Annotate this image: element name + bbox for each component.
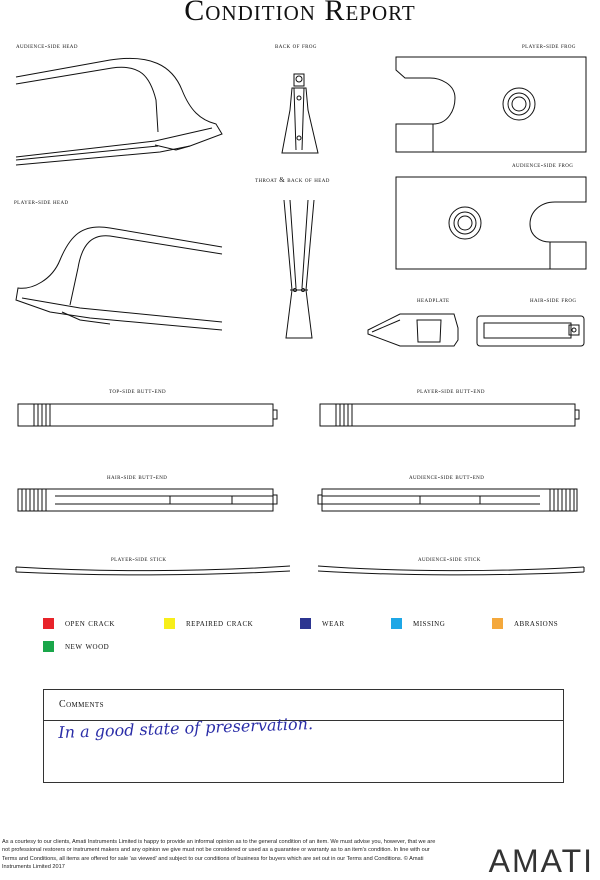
- label-player-side-frog: player-side frog: [522, 42, 576, 50]
- legend-swatch: [43, 618, 54, 629]
- player-side-stick-drawing: [16, 566, 290, 575]
- legend-swatch: [164, 618, 175, 629]
- hair-side-butt-end-drawing: [18, 489, 277, 511]
- top-side-butt-end-drawing: [18, 404, 277, 426]
- audience-side-head-drawing: [16, 58, 222, 165]
- legend-wear: [300, 618, 345, 629]
- player-side-butt-end-drawing: [320, 404, 579, 426]
- audience-side-butt-end-drawing: [318, 489, 577, 511]
- legend-new-wood: [43, 641, 109, 652]
- label-throat-back-of-head: throat & back of head: [255, 176, 330, 184]
- label-player-side-head: player-side head: [14, 198, 69, 206]
- label-headplate: headplate: [417, 296, 450, 304]
- disclaimer-text: As a courtesy to our clients, Amati Instruments Limited is happy to provide an informal opinion as to the general condition of an item. We must advise you, however, that we are not professional restorers or instrument makers and any opinion we give must not be considered or used as a guarantee or warranty as to an item's condition. In line with our Terms and Conditions, all items are offered for sale 'as viewed' and subject to our conditions of business for buyers which are set out in our Terms and Conditions. © Amati Instruments Limited 2017: [2, 839, 436, 870]
- label-top-side-butt-end: top-side butt-end: [109, 387, 167, 395]
- headplate-drawing: [368, 314, 458, 346]
- label-audience-side-frog: audience-side frog: [512, 161, 574, 169]
- legend-swatch: [391, 618, 402, 629]
- amati-logo: AMATI: [488, 843, 594, 879]
- legend-swatch: [300, 618, 311, 629]
- legend-label: missing: [413, 618, 446, 629]
- legend-swatch: [43, 641, 54, 652]
- legend-missing: [391, 618, 445, 629]
- label-back-of-frog: back of frog: [275, 42, 317, 50]
- label-audience-side-butt-end: audience-side butt-end: [409, 473, 485, 481]
- player-side-head-drawing: [16, 227, 222, 330]
- audience-side-stick-drawing: [318, 566, 584, 575]
- comments-handwritten-text: In a good state of preservation.: [58, 714, 314, 742]
- label-hair-side-frog: hair-side frog: [530, 296, 577, 304]
- label-audience-side-stick: audience-side stick: [418, 555, 481, 563]
- back-of-frog-drawing: [282, 74, 318, 153]
- label-hair-side-butt-end: hair-side butt-end: [107, 473, 168, 481]
- legend-label: repaired crack: [186, 618, 254, 629]
- hair-side-frog-drawing: [477, 316, 584, 346]
- legend-label: open crack: [65, 618, 115, 629]
- legend-abrasions: [492, 618, 558, 629]
- page-title: Condition Report: [184, 0, 416, 27]
- label-player-side-stick: player-side stick: [111, 555, 167, 563]
- audience-side-frog-drawing: [396, 177, 586, 269]
- legend-label: abrasions: [514, 618, 559, 629]
- legend-label: new wood: [65, 641, 110, 652]
- comments-label: Comments: [59, 699, 104, 710]
- legend-repaired-crack: [164, 618, 253, 629]
- player-side-frog-drawing: [396, 57, 586, 152]
- legend-label: wear: [322, 618, 345, 629]
- comments-box: [43, 689, 564, 783]
- throat-back-of-head-drawing: [284, 200, 314, 338]
- label-player-side-butt-end: player-side butt-end: [417, 387, 485, 395]
- legend-swatch: [492, 618, 503, 629]
- legend-open-crack: [43, 618, 115, 629]
- label-audience-side-head: audience-side head: [16, 42, 78, 50]
